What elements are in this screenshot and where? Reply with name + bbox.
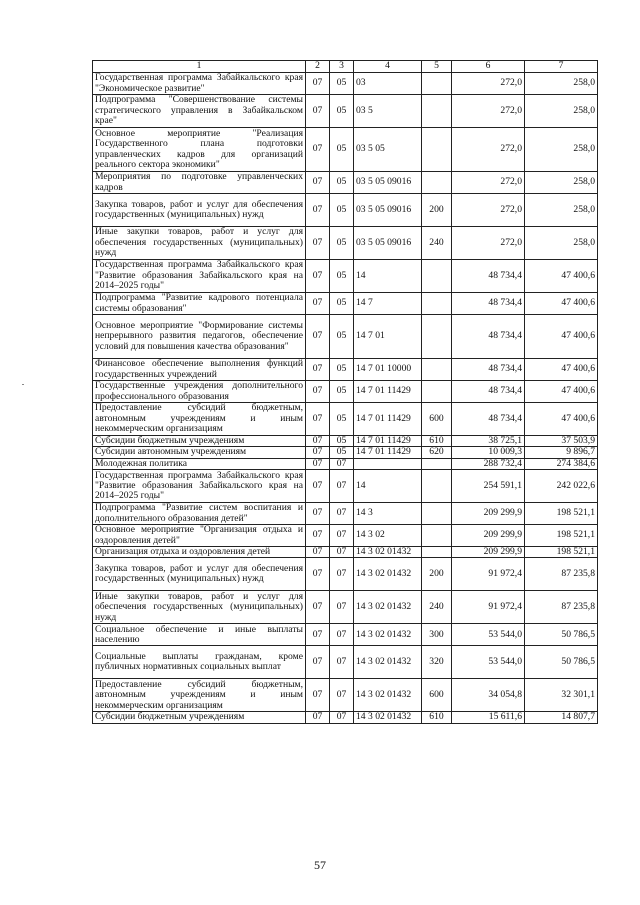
row-expense-type: 620 xyxy=(422,447,452,458)
row-target-code: 14 7 01 11429 xyxy=(354,436,422,447)
row-target-code: 14 3 02 01432 xyxy=(354,624,422,646)
row-subsection: 05 xyxy=(330,194,354,227)
row-expense-type: 300 xyxy=(422,624,452,646)
row-amount-year1: 34 054,8 xyxy=(452,679,525,712)
row-amount-year2: 242 022,6 xyxy=(525,470,598,503)
row-expense-type xyxy=(422,260,452,293)
scan-edge-mark xyxy=(22,384,24,385)
row-expense-type xyxy=(422,470,452,503)
table-row xyxy=(93,547,598,558)
row-name: Основное мероприятие "Формирование системы непрерывного развития педагогов, обеспечение условий для повышения качества образования" xyxy=(93,315,306,359)
row-name: Подпрограмма "Развитие кадрового потенциала системы образования" xyxy=(93,293,306,315)
row-expense-type xyxy=(422,293,452,315)
row-amount-year1: 10 009,3 xyxy=(452,447,525,458)
row-name: Подпрограмма "Развитие систем воспитания и дополнительного образования детей" xyxy=(93,503,306,525)
row-amount-year1: 272,0 xyxy=(452,227,525,260)
row-name: Организация отдыха и оздоровления детей xyxy=(93,547,306,558)
row-amount-year2: 47 400,6 xyxy=(525,381,598,403)
row-subsection: 05 xyxy=(330,73,354,95)
row-name: Иные закупки товаров, работ и услуг для обеспечения государственных (муниципальных) нужд xyxy=(93,591,306,624)
table-row xyxy=(93,95,598,128)
row-name: Иные закупки товаров, работ и услуг для обеспечения государственных (муниципальных) нужд xyxy=(93,227,306,260)
row-amount-year1: 48 734,4 xyxy=(452,403,525,436)
row-expense-type: 610 xyxy=(422,436,452,447)
header-col-5: 5 xyxy=(422,61,452,73)
row-subsection: 07 xyxy=(330,624,354,646)
row-expense-type: 200 xyxy=(422,194,452,227)
row-name: Субсидии бюджетным учреждениям xyxy=(93,712,306,723)
table-row xyxy=(93,359,598,381)
row-subsection: 05 xyxy=(330,172,354,194)
row-amount-year1: 209 299,9 xyxy=(452,503,525,525)
row-section: 07 xyxy=(306,470,330,503)
row-target-code: 14 xyxy=(354,470,422,503)
row-amount-year2: 47 400,6 xyxy=(525,293,598,315)
row-amount-year2: 47 400,6 xyxy=(525,403,598,436)
row-amount-year1: 288 732,4 xyxy=(452,458,525,469)
row-target-code: 14 7 01 11429 xyxy=(354,447,422,458)
row-subsection: 05 xyxy=(330,227,354,260)
row-subsection: 05 xyxy=(330,381,354,403)
row-section: 07 xyxy=(306,315,330,359)
row-subsection: 05 xyxy=(330,95,354,128)
row-target-code: 03 5 05 09016 xyxy=(354,194,422,227)
table-row xyxy=(93,194,598,227)
row-section: 07 xyxy=(306,194,330,227)
row-section: 07 xyxy=(306,591,330,624)
row-section: 07 xyxy=(306,95,330,128)
row-section: 07 xyxy=(306,458,330,469)
row-section: 07 xyxy=(306,436,330,447)
row-section: 07 xyxy=(306,646,330,679)
row-amount-year1: 48 734,4 xyxy=(452,260,525,293)
row-expense-type: 200 xyxy=(422,558,452,591)
row-amount-year1: 272,0 xyxy=(452,172,525,194)
table-row xyxy=(93,260,598,293)
page-number: 57 xyxy=(314,858,326,872)
row-amount-year1: 48 734,4 xyxy=(452,293,525,315)
row-target-code: 14 3 02 01432 xyxy=(354,646,422,679)
row-amount-year2: 198 521,1 xyxy=(525,547,598,558)
table-row xyxy=(93,172,598,194)
row-target-code: 14 3 02 01432 xyxy=(354,712,422,723)
row-expense-type xyxy=(422,503,452,525)
row-expense-type xyxy=(422,381,452,403)
table-header-row xyxy=(93,61,598,73)
row-expense-type xyxy=(422,172,452,194)
row-amount-year1: 272,0 xyxy=(452,95,525,128)
row-amount-year2: 9 896,7 xyxy=(525,447,598,458)
row-amount-year2: 274 384,6 xyxy=(525,458,598,469)
row-amount-year2: 258,0 xyxy=(525,128,598,172)
row-name: Основное мероприятие "Реализация Государственного плана подготовки управленческих кадров для организаций реального сектора экономики" xyxy=(93,128,306,172)
row-target-code: 03 5 05 09016 xyxy=(354,172,422,194)
table-row xyxy=(93,712,598,723)
row-name: Подпрограмма "Совершенствование системы стратегического управления в Забайкальском крае" xyxy=(93,95,306,128)
row-target-code: 03 5 05 09016 xyxy=(354,227,422,260)
row-amount-year2: 87 235,8 xyxy=(525,558,598,591)
row-name: Закупка товаров, работ и услуг для обеспечения государственных (муниципальных) нужд xyxy=(93,558,306,591)
row-target-code xyxy=(354,458,422,469)
row-target-code: 14 7 xyxy=(354,293,422,315)
header-col-4: 4 xyxy=(354,61,422,73)
header-col-3: 3 xyxy=(330,61,354,73)
row-expense-type: 610 xyxy=(422,712,452,723)
row-section: 07 xyxy=(306,558,330,591)
row-name: Государственная программа Забайкальского края "Развитие образования Забайкальского края на 2014–2025 годы" xyxy=(93,470,306,503)
row-section: 07 xyxy=(306,712,330,723)
row-section: 07 xyxy=(306,447,330,458)
row-subsection: 05 xyxy=(330,260,354,293)
row-amount-year2: 258,0 xyxy=(525,172,598,194)
table-row xyxy=(93,447,598,458)
row-expense-type xyxy=(422,547,452,558)
row-amount-year2: 32 301,1 xyxy=(525,679,598,712)
table-row xyxy=(93,458,598,469)
budget-table xyxy=(92,60,598,724)
table-row xyxy=(93,436,598,447)
row-name: Субсидии бюджетным учреждениям xyxy=(93,436,306,447)
row-target-code: 14 7 01 xyxy=(354,315,422,359)
header-col-2: 2 xyxy=(306,61,330,73)
row-section: 07 xyxy=(306,128,330,172)
row-section: 07 xyxy=(306,547,330,558)
row-amount-year2: 198 521,1 xyxy=(525,503,598,525)
row-target-code: 14 7 01 10000 xyxy=(354,359,422,381)
row-target-code: 14 3 02 01432 xyxy=(354,679,422,712)
row-section: 07 xyxy=(306,227,330,260)
row-subsection: 05 xyxy=(330,447,354,458)
row-subsection: 07 xyxy=(330,470,354,503)
row-amount-year2: 258,0 xyxy=(525,194,598,227)
row-name: Государственная программа Забайкальского края "Развитие образования Забайкальского края на 2014–2025 годы" xyxy=(93,260,306,293)
table-row xyxy=(93,679,598,712)
row-expense-type xyxy=(422,525,452,547)
row-section: 07 xyxy=(306,403,330,436)
row-name: Государственная программа Забайкальского края "Экономическое развитие" xyxy=(93,73,306,95)
table-row xyxy=(93,227,598,260)
row-amount-year1: 209 299,9 xyxy=(452,547,525,558)
row-subsection: 07 xyxy=(330,503,354,525)
table-row xyxy=(93,558,598,591)
table-row xyxy=(93,646,598,679)
header-col-1: 1 xyxy=(93,61,306,73)
row-subsection: 07 xyxy=(330,591,354,624)
row-section: 07 xyxy=(306,503,330,525)
header-col-6: 6 xyxy=(452,61,525,73)
row-expense-type xyxy=(422,95,452,128)
row-target-code: 03 5 05 xyxy=(354,128,422,172)
row-subsection: 05 xyxy=(330,315,354,359)
row-expense-type xyxy=(422,73,452,95)
row-amount-year1: 53 544,0 xyxy=(452,646,525,679)
row-subsection: 05 xyxy=(330,403,354,436)
row-subsection: 05 xyxy=(330,436,354,447)
table-row xyxy=(93,525,598,547)
table-row xyxy=(93,128,598,172)
row-amount-year2: 258,0 xyxy=(525,95,598,128)
row-target-code: 14 3 02 01432 xyxy=(354,591,422,624)
row-amount-year1: 15 611,6 xyxy=(452,712,525,723)
row-amount-year1: 272,0 xyxy=(452,73,525,95)
row-target-code: 14 3 xyxy=(354,503,422,525)
row-target-code: 14 3 02 01432 xyxy=(354,558,422,591)
row-section: 07 xyxy=(306,359,330,381)
table-row xyxy=(93,73,598,95)
row-name: Социальное обеспечение и иные выплаты населению xyxy=(93,624,306,646)
row-amount-year1: 48 734,4 xyxy=(452,381,525,403)
row-amount-year1: 53 544,0 xyxy=(452,624,525,646)
row-expense-type xyxy=(422,128,452,172)
row-amount-year1: 272,0 xyxy=(452,128,525,172)
row-section: 07 xyxy=(306,381,330,403)
row-subsection: 05 xyxy=(330,359,354,381)
row-subsection: 07 xyxy=(330,458,354,469)
table-row xyxy=(93,503,598,525)
row-target-code: 14 7 01 11429 xyxy=(354,381,422,403)
row-section: 07 xyxy=(306,624,330,646)
row-name: Мероприятия по подготовке управленческих кадров xyxy=(93,172,306,194)
row-target-code: 14 3 02 01432 xyxy=(354,547,422,558)
row-expense-type: 240 xyxy=(422,227,452,260)
row-name: Социальные выплаты гражданам, кроме публичных нормативных социальных выплат xyxy=(93,646,306,679)
row-expense-type xyxy=(422,458,452,469)
row-section: 07 xyxy=(306,293,330,315)
row-section: 07 xyxy=(306,679,330,712)
row-amount-year1: 91 972,4 xyxy=(452,591,525,624)
row-subsection: 07 xyxy=(330,525,354,547)
row-target-code: 14 7 01 11429 xyxy=(354,403,422,436)
row-section: 07 xyxy=(306,525,330,547)
row-name: Основное мероприятие "Организация отдыха и оздоровления детей" xyxy=(93,525,306,547)
row-amount-year1: 48 734,4 xyxy=(452,359,525,381)
row-amount-year1: 254 591,1 xyxy=(452,470,525,503)
row-expense-type: 240 xyxy=(422,591,452,624)
row-amount-year2: 50 786,5 xyxy=(525,624,598,646)
row-amount-year2: 50 786,5 xyxy=(525,646,598,679)
row-name: Финансовое обеспечение выполнения функций государственных учреждений xyxy=(93,359,306,381)
row-expense-type: 320 xyxy=(422,646,452,679)
row-name: Субсидии автономным учреждениям xyxy=(93,447,306,458)
row-target-code: 14 xyxy=(354,260,422,293)
row-name: Предоставление субсидий бюджетным, автономным учреждениям и иным некоммерческим организациям xyxy=(93,403,306,436)
row-subsection: 07 xyxy=(330,558,354,591)
row-amount-year1: 91 972,4 xyxy=(452,558,525,591)
row-subsection: 07 xyxy=(330,646,354,679)
row-amount-year2: 14 807,7 xyxy=(525,712,598,723)
row-subsection: 07 xyxy=(330,712,354,723)
row-subsection: 07 xyxy=(330,547,354,558)
row-expense-type: 600 xyxy=(422,403,452,436)
row-expense-type xyxy=(422,359,452,381)
table-row xyxy=(93,470,598,503)
row-amount-year1: 272,0 xyxy=(452,194,525,227)
row-expense-type: 600 xyxy=(422,679,452,712)
row-amount-year2: 258,0 xyxy=(525,73,598,95)
row-amount-year2: 198 521,1 xyxy=(525,525,598,547)
row-name: Государственные учреждения дополнительного профессионального образования xyxy=(93,381,306,403)
row-target-code: 03 5 xyxy=(354,95,422,128)
table-row xyxy=(93,591,598,624)
row-amount-year2: 258,0 xyxy=(525,227,598,260)
table-row xyxy=(93,403,598,436)
table-row xyxy=(93,293,598,315)
row-section: 07 xyxy=(306,172,330,194)
row-target-code: 03 xyxy=(354,73,422,95)
row-amount-year2: 87 235,8 xyxy=(525,591,598,624)
row-amount-year1: 48 734,4 xyxy=(452,315,525,359)
table-row xyxy=(93,381,598,403)
row-name: Молодежная политика xyxy=(93,458,306,469)
table-row xyxy=(93,315,598,359)
row-subsection: 07 xyxy=(330,679,354,712)
header-col-7: 7 xyxy=(525,61,598,73)
row-target-code: 14 3 02 xyxy=(354,525,422,547)
row-amount-year1: 209 299,9 xyxy=(452,525,525,547)
row-section: 07 xyxy=(306,73,330,95)
row-expense-type xyxy=(422,315,452,359)
row-name: Закупка товаров, работ и услуг для обеспечения государственных (муниципальных) нужд xyxy=(93,194,306,227)
row-subsection: 05 xyxy=(330,128,354,172)
row-section: 07 xyxy=(306,260,330,293)
row-amount-year2: 47 400,6 xyxy=(525,359,598,381)
row-subsection: 05 xyxy=(330,293,354,315)
row-amount-year1: 38 725,1 xyxy=(452,436,525,447)
row-name: Предоставление субсидий бюджетным, автономным учреждениям и иным некоммерческим организациям xyxy=(93,679,306,712)
row-amount-year2: 47 400,6 xyxy=(525,315,598,359)
row-amount-year2: 47 400,6 xyxy=(525,260,598,293)
row-amount-year2: 37 503,9 xyxy=(525,436,598,447)
table-row xyxy=(93,624,598,646)
